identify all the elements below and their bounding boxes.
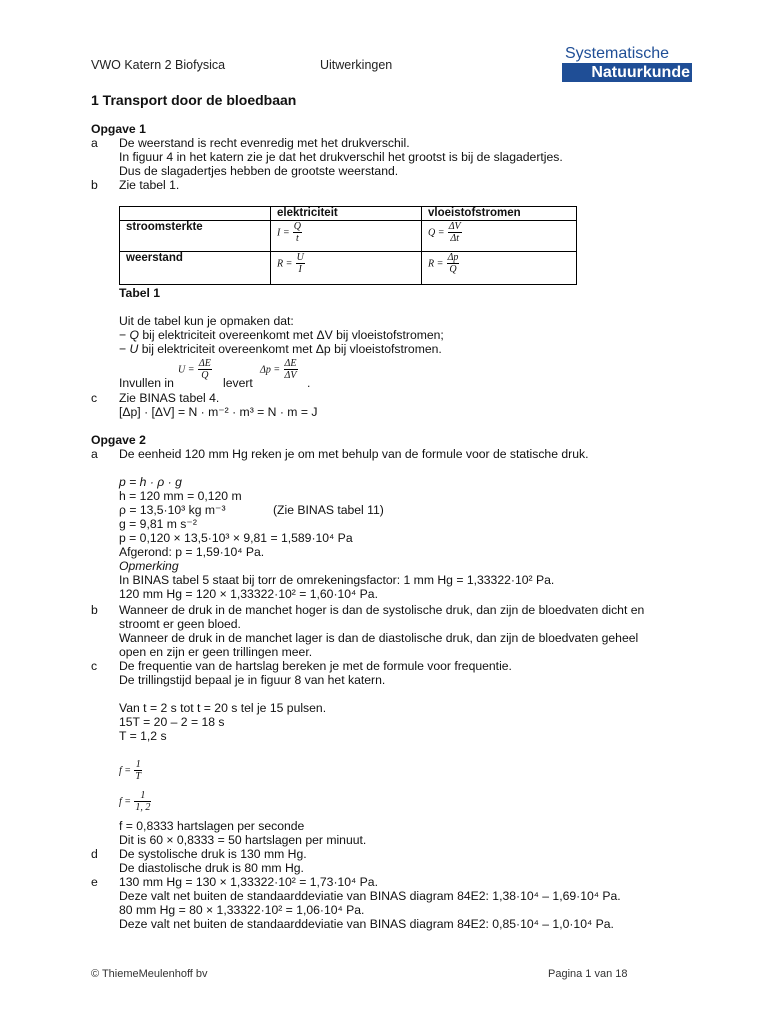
opgave2-a-remark-label: Opmerking: [119, 559, 179, 573]
opgave2-a-line5: g = 9,81 m s⁻²: [119, 517, 197, 531]
opgave2-c-line1: De frequentie van de hartslag bereken je met de formule voor frequentie.: [119, 659, 512, 673]
table-cell-formula: R = $\frac{\Delta p}{Q}$: [422, 252, 577, 285]
opgave1-b-line2: Uit de tabel kun je opmaken dat:: [119, 314, 294, 328]
opgave1-a-letter: a: [91, 136, 98, 150]
opgave2-c-line4: 15T = 20 – 2 = 18 s: [119, 715, 225, 729]
opgave2-e-line3: 80 mm Hg = 80 × 1,33322·10² = 1,06·10⁴ Pa.: [119, 903, 365, 917]
opgave2-a-line4: ρ = 13,5·10³ kg m⁻³: [119, 503, 226, 517]
opgave2-b-line2: stroomt er geen bloed.: [119, 617, 241, 631]
opgave2-a-line9: In BINAS tabel 5 staat bij torr de omrekeningsfactor: 1 mm Hg = 1,33322·10² Pa.: [119, 573, 555, 587]
formula-U: U = $\frac{\Delta E}{Q}$: [178, 358, 211, 381]
opgave2-a-note: (Zie BINAS tabel 11): [273, 503, 384, 517]
opgave2-c-line3: Van t = 2 s tot t = 20 s tel je 15 pulsen.: [119, 701, 327, 715]
formula-f-T: f = $\frac{1}{T}$: [119, 759, 141, 782]
table-corner-cell: [120, 207, 271, 221]
opgave2-c-line5: T = 1,2 s: [119, 729, 167, 743]
opgave1-b-line4: − U bij elektriciteit overeenkomt met Δp bij vloeistofstromen.: [119, 342, 442, 356]
formula-dp: Δp = $\frac{\Delta E}{\Delta V}$: [260, 358, 297, 381]
opgave1-heading: Opgave 1: [91, 122, 146, 136]
opgave1-b-letter: b: [91, 178, 98, 192]
opgave1-b-line1: Zie tabel 1.: [119, 178, 180, 192]
header-section-label: Uitwerkingen: [320, 58, 393, 72]
logo-bottom-text: Natuurkunde: [562, 63, 692, 82]
table-row-label-weerstand: weerstand: [120, 252, 271, 285]
opgave2-b-line3: Wanneer de druk in de manchet lager is dan de diastolische druk, dan zijn de bloedvaten geheel: [119, 631, 639, 645]
opgave1-c-line1: Zie BINAS tabel 4.: [119, 391, 220, 405]
opgave2-heading: Opgave 2: [91, 433, 146, 447]
opgave2-b-letter: b: [91, 603, 98, 617]
opgave2-a-line2: p = h · ρ · g: [119, 475, 182, 489]
comparison-table: [119, 206, 577, 285]
formula-f-value: f = $\frac{1}{1, 2}$: [119, 790, 151, 813]
table-row-label-stroomsterkte: stroomsterkte: [120, 221, 271, 252]
opgave2-e-letter: e: [91, 875, 98, 889]
opgave1-a-line3: Dus de slagadertjes hebben de grootste weerstand.: [119, 164, 399, 178]
opgave2-a-line10: 120 mm Hg = 120 × 1,33322·10² = 1,60·10⁴ Pa.: [119, 587, 378, 601]
opgave1-a-line2: In figuur 4 in het katern zie je dat het drukverschil het grootst is bij de slagadertjes.: [119, 150, 563, 164]
header-doc-title: VWO Katern 2 Biofysica: [91, 58, 226, 72]
opgave1-b-levert: levert: [223, 376, 253, 390]
table-header-elektriciteit: elektriciteit: [271, 207, 422, 221]
opgave1-c-letter: c: [91, 391, 98, 405]
table-cell-formula: Q = $\frac{\Delta V}{\Delta t}$: [422, 221, 577, 252]
opgave2-d-letter: d: [91, 847, 98, 861]
page-title: 1 Transport door de bloedbaan: [91, 92, 297, 108]
opgave1-b-line3: − Q bij elektriciteit overeenkomt met ΔV bij vloeistofstromen;: [119, 328, 444, 342]
table-cell-formula: R = $\frac{U}{I}$: [271, 252, 422, 285]
opgave1-b-invullen: Invullen in: [119, 376, 174, 390]
opgave2-d-line2: De diastolische druk is 80 mm Hg.: [119, 861, 304, 875]
opgave2-a-line7: Afgerond: p = 1,59·10⁴ Pa.: [119, 545, 265, 559]
opgave2-e-line4: Deze valt net buiten de standaarddeviatie van BINAS diagram 84E2: 0,85·10⁴ – 1,0·10⁴ Pa.: [119, 917, 614, 931]
opgave2-a-line6: p = 0,120 × 13,5·10³ × 9,81 = 1,589·10⁴ Pa: [119, 531, 353, 545]
opgave2-a-line1: De eenheid 120 mm Hg reken je om met behulp van de formule voor de statische druk.: [119, 447, 589, 461]
opgave2-d-line1: De systolische druk is 130 mm Hg.: [119, 847, 307, 861]
brand-logo: [562, 44, 692, 82]
opgave1-c-line2: [Δp] · [ΔV] = N · m⁻² · m³ = N · m = J: [119, 405, 318, 419]
footer-page-number: Pagina 1 van 18: [548, 968, 628, 980]
formula-period: .: [307, 376, 311, 390]
logo-top-text: Systematische: [562, 44, 692, 63]
opgave1-a-line1: De weerstand is recht evenredig met het drukverschil.: [119, 136, 410, 150]
opgave2-c-letter: c: [91, 659, 98, 673]
table-header-vloeistof: vloeistofstromen: [422, 207, 577, 221]
logo-accent-block: [562, 63, 568, 82]
opgave2-b-line4: open en zijn er geen trillingen meer.: [119, 645, 313, 659]
opgave2-b-line1: Wanneer de druk in de manchet hoger is dan de systolische druk, dan zijn de bloedvaten dicht en: [119, 603, 645, 617]
table-cell-formula: I = $\frac{Q}{t}$: [271, 221, 422, 252]
table-caption: Tabel 1: [119, 286, 161, 300]
opgave2-a-letter: a: [91, 447, 98, 461]
opgave2-c-line2: De trillingstijd bepaal je in figuur 8 van het katern.: [119, 673, 386, 687]
opgave2-a-line3: h = 120 mm = 0,120 m: [119, 489, 242, 503]
opgave2-e-line1: 130 mm Hg = 130 × 1,33322·10² = 1,73·10⁴ Pa.: [119, 875, 378, 889]
footer-copyright: © ThiemeMeulenhoff bv: [91, 968, 208, 980]
opgave2-e-line2: Deze valt net buiten de standaarddeviatie van BINAS diagram 84E2: 1,38·10⁴ – 1,69·10⁴ Pa.: [119, 889, 621, 903]
opgave2-c-line7: Dit is 60 × 0,8333 = 50 hartslagen per minuut.: [119, 833, 367, 847]
opgave2-c-line6: f = 0,8333 hartslagen per seconde: [119, 819, 305, 833]
